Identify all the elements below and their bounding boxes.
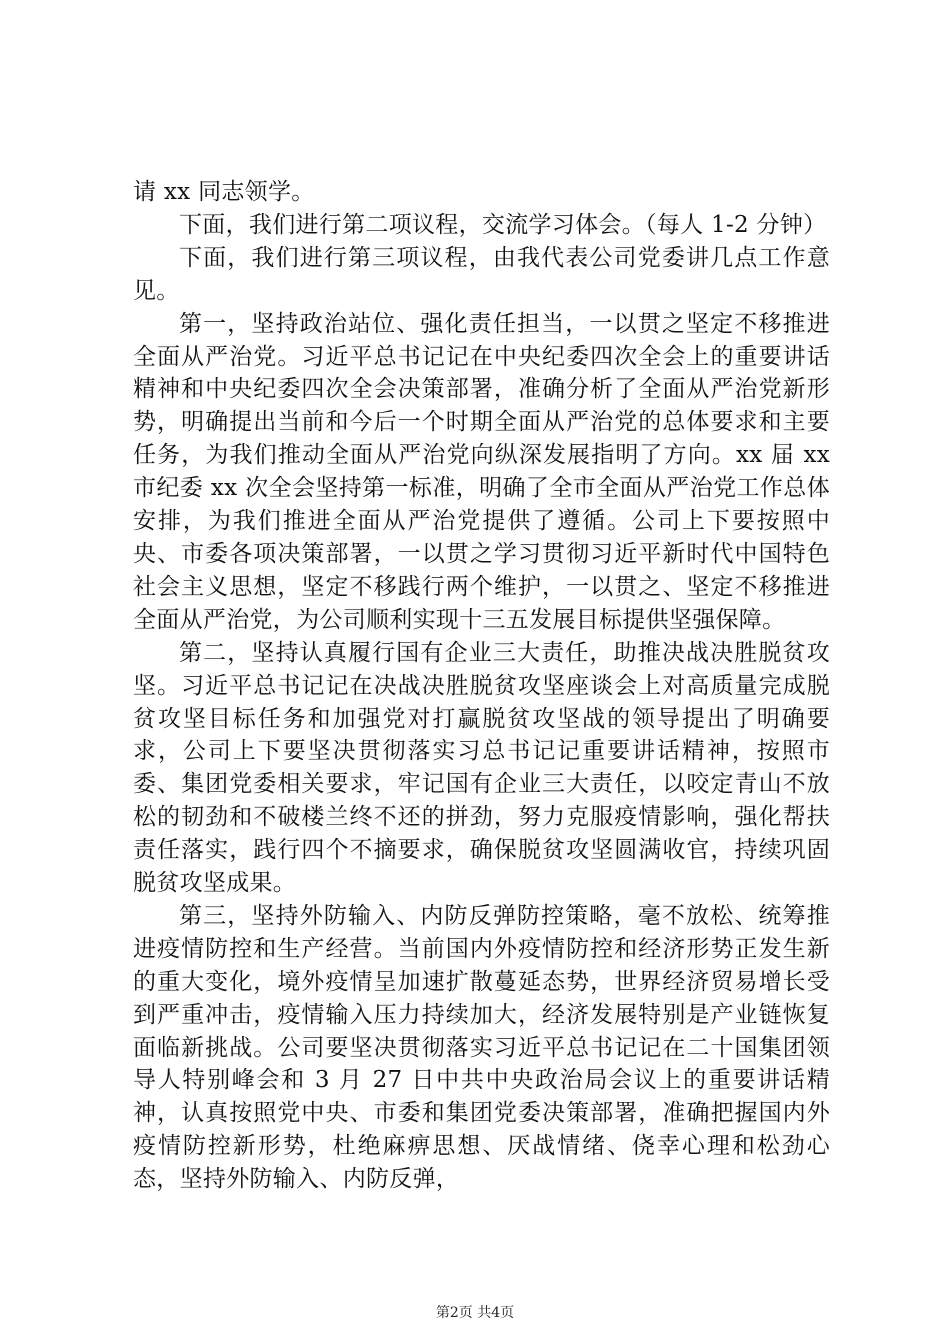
paragraph-point-three: 第三，坚持外防输入、内防反弹防控策略，毫不放松、统筹推进疫情防控和生产经营。当前国内外疫情防控和经济形势正发生新的重大变化，境外疫情呈加速扩散蔓延态势，世界经济贸易增长受到严重冲击，疫情输入压力持续加大，经济发展特别是产业链恢复面临新挑战。公司要坚决贯彻落实习近平总书记记在二十国集团领导人特别峰会和 3 月 27 日中共中央政治局会议上的重要讲话精神，认真按照党中央、市委和集团党委决策部署，准确把握国内外疫情防控新形势，杜绝麻痹思想、厌战情绪、侥幸心理和松劲心态，坚持外防输入、内防反弹， bbox=[133, 902, 830, 1193]
paragraph-point-one: 第一，坚持政治站位、强化责任担当，一以贯之坚定不移推进全面从严治党。习近平总书记记在中央纪委四次全会上的重要讲话精神和中央纪委四次全会决策部署，准确分析了全面从严治党新形势，明确提出当前和今后一个时期全面从严治党的总体要求和主要任务，为我们推动全面从严治党向纵深发展指明了方向。xx 届 xx 市纪委 xx 次全会坚持第一标准，明确了全市全面从严治党工作总体安排，为我们推进全面从严治党提供了遵循。公司上下要按照中央、市委各项决策部署，一以贯之学习贯彻习近平新时代中国特色社会主义思想，坚定不移践行两个维护，一以贯之、坚定不移推进全面从严治党，为公司顺利实现十三五发展目标提供坚强保障。 bbox=[133, 310, 830, 633]
page-footer: 第2页 共4页 bbox=[435, 1305, 515, 1321]
document-body bbox=[133, 176, 830, 1196]
paragraph-point-two: 第二，坚持认真履行国有企业三大责任，助推决战决胜脱贫攻坚。习近平总书记记在决战决胜脱贫攻坚座谈会上对高质量完成脱贫攻坚目标任务和加强党对打赢脱贫攻坚战的领导提出了明确要求，公司上下要坚决贯彻落实习总书记记重要讲话精神，按照市委、集团党委相关要求，牢记国有企业三大责任，以咬定青山不放松的韧劲和不破楼兰终不还的拼劲，努力克服疫情影响，强化帮扶责任落实，践行四个不摘要求，确保脱贫攻坚圆满收官，持续巩固脱贫攻坚成果。 bbox=[133, 639, 830, 897]
paragraph-intro: 请 xx 同志领学。 bbox=[133, 179, 315, 205]
paragraph-agenda-three: 下面，我们进行第三项议程，由我代表公司党委讲几点工作意见。 bbox=[133, 244, 830, 304]
paragraph-agenda-two: 下面，我们进行第二项议程，交流学习体会。（每人 1-2 分钟） bbox=[179, 211, 827, 238]
